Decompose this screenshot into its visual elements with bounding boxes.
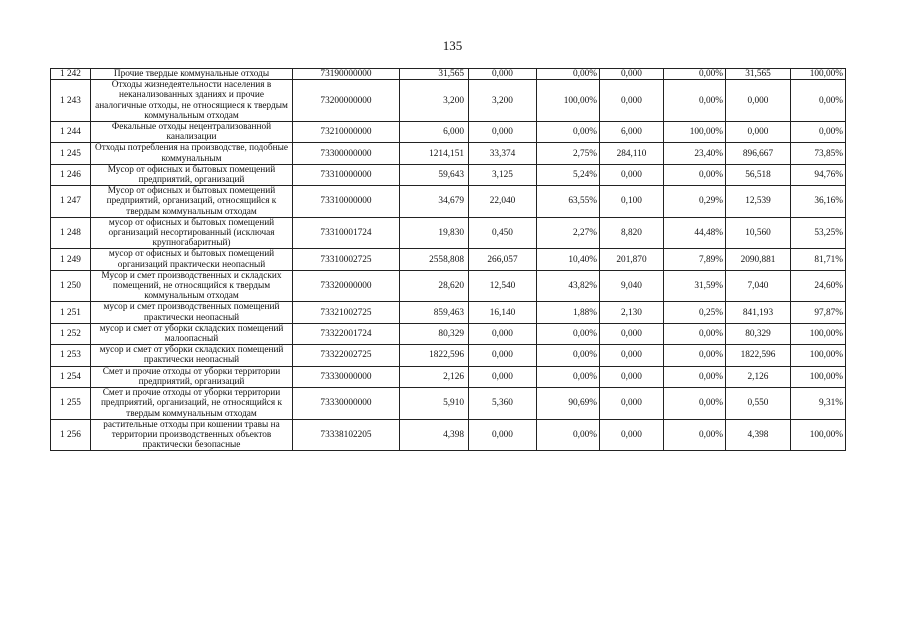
percent-2: 0,00% [537,323,600,344]
table-row [51,270,846,302]
fkko-code: 73320000000 [293,270,400,302]
amount-3: 0,100 [600,186,664,218]
row-number: 1 244 [51,122,91,143]
fkko-code: 73322001724 [293,323,400,344]
table-row [51,366,846,387]
table-row [51,122,846,143]
percent-3: 0,00% [664,323,726,344]
amount-2: 0,000 [469,419,537,451]
percent-2: 5,24% [537,164,600,185]
row-number: 1 251 [51,302,91,323]
total-amount: 4,398 [400,419,469,451]
waste-name: мусор от офисных и бытовых помещений организаций несортированный (исключая крупногабаритный) [91,217,293,249]
fkko-code: 73310000000 [293,186,400,218]
percent-3: 0,00% [664,80,726,122]
fkko-code: 73330000000 [293,388,400,420]
amount-4: 841,193 [726,302,791,323]
fkko-code: 73190000000 [293,69,400,80]
row-number: 1 250 [51,270,91,302]
percent-2: 0,00% [537,345,600,366]
amount-3: 0,000 [600,69,664,80]
table-row [51,143,846,164]
percent-3: 7,89% [664,249,726,270]
waste-name: мусор и смет производственных помещений практически неопасный [91,302,293,323]
table-row [51,323,846,344]
percent-4: 73,85% [791,143,846,164]
percent-3: 0,00% [664,366,726,387]
fkko-code: 73338102205 [293,419,400,451]
total-amount: 2558,808 [400,249,469,270]
percent-4: 0,00% [791,80,846,122]
amount-4: 2,126 [726,366,791,387]
table-row [51,80,846,122]
amount-4: 56,518 [726,164,791,185]
amount-2: 266,057 [469,249,537,270]
total-amount: 31,565 [400,69,469,80]
total-amount: 859,463 [400,302,469,323]
percent-4: 0,00% [791,122,846,143]
amount-3: 0,000 [600,80,664,122]
amount-2: 22,040 [469,186,537,218]
percent-4: 100,00% [791,366,846,387]
table-row [51,164,846,185]
total-amount: 1822,596 [400,345,469,366]
amount-2: 0,000 [469,345,537,366]
amount-4: 0,550 [726,388,791,420]
total-amount: 59,643 [400,164,469,185]
waste-name: Смет и прочие отходы от уборки территории предприятий, организаций, не относящийся к твердым коммунальным отходам [91,388,293,420]
amount-4: 896,667 [726,143,791,164]
waste-name: Отходы потребления на производстве, подобные коммунальным [91,143,293,164]
waste-name: Фекальные отходы нецентрализованной канализации [91,122,293,143]
amount-3: 0,000 [600,419,664,451]
percent-4: 53,25% [791,217,846,249]
total-amount: 2,126 [400,366,469,387]
waste-name: Смет и прочие отходы от уборки территории предприятий, организаций [91,366,293,387]
row-number: 1 256 [51,419,91,451]
row-number: 1 252 [51,323,91,344]
amount-2: 16,140 [469,302,537,323]
waste-name: мусор и смет от уборки складских помещений малоопасный [91,323,293,344]
amount-4: 4,398 [726,419,791,451]
percent-2: 2,75% [537,143,600,164]
amount-4: 10,560 [726,217,791,249]
amount-2: 0,000 [469,366,537,387]
total-amount: 28,620 [400,270,469,302]
percent-4: 100,00% [791,323,846,344]
percent-4: 100,00% [791,69,846,80]
waste-table [50,68,846,451]
percent-2: 43,82% [537,270,600,302]
percent-2: 63,55% [537,186,600,218]
total-amount: 34,679 [400,186,469,218]
percent-3: 44,48% [664,217,726,249]
amount-3: 2,130 [600,302,664,323]
page-number: 135 [442,38,463,53]
fkko-code: 73322002725 [293,345,400,366]
total-amount: 3,200 [400,80,469,122]
fkko-code: 73310002725 [293,249,400,270]
percent-3: 0,00% [664,69,726,80]
row-number: 1 253 [51,345,91,366]
fkko-code: 73310000000 [293,164,400,185]
percent-3: 23,40% [664,143,726,164]
table-row [51,419,846,451]
amount-2: 12,540 [469,270,537,302]
total-amount: 19,830 [400,217,469,249]
amount-3: 6,000 [600,122,664,143]
percent-3: 0,00% [664,388,726,420]
waste-name: мусор и смет от уборки складских помещений практически неопасный [91,345,293,366]
percent-3: 0,00% [664,419,726,451]
amount-3: 0,000 [600,345,664,366]
waste-name: мусор от офисных и бытовых помещений организаций практически неопасный [91,249,293,270]
total-amount: 5,910 [400,388,469,420]
amount-4: 12,539 [726,186,791,218]
percent-2: 10,40% [537,249,600,270]
amount-2: 0,000 [469,69,537,80]
row-number: 1 243 [51,80,91,122]
row-number: 1 247 [51,186,91,218]
amount-4: 2090,881 [726,249,791,270]
percent-2: 1,88% [537,302,600,323]
amount-4: 31,565 [726,69,791,80]
fkko-code: 73330000000 [293,366,400,387]
percent-2: 2,27% [537,217,600,249]
amount-4: 0,000 [726,122,791,143]
amount-2: 3,200 [469,80,537,122]
table-row [51,186,846,218]
row-number: 1 255 [51,388,91,420]
amount-2: 0,000 [469,122,537,143]
row-number: 1 246 [51,164,91,185]
amount-4: 80,329 [726,323,791,344]
fkko-code: 73300000000 [293,143,400,164]
waste-name: Мусор от офисных и бытовых помещений предприятий, организаций, относящийся к твердым коммунальным отходам [91,186,293,218]
percent-3: 0,00% [664,345,726,366]
percent-4: 24,60% [791,270,846,302]
amount-4: 1822,596 [726,345,791,366]
percent-2: 100,00% [537,80,600,122]
percent-4: 81,71% [791,249,846,270]
amount-4: 7,040 [726,270,791,302]
percent-4: 97,87% [791,302,846,323]
waste-name: Мусор и смет производственных и складских помещений, не относящийся к твердым коммунальным отходам [91,270,293,302]
fkko-code: 73321002725 [293,302,400,323]
fkko-code: 73210000000 [293,122,400,143]
row-number: 1 242 [51,69,91,80]
table-row [51,345,846,366]
percent-4: 100,00% [791,419,846,451]
table-row [51,302,846,323]
amount-2: 3,125 [469,164,537,185]
amount-3: 201,870 [600,249,664,270]
percent-3: 31,59% [664,270,726,302]
amount-3: 0,000 [600,388,664,420]
row-number: 1 245 [51,143,91,164]
waste-name: Прочие твердые коммунальные отходы [91,69,293,80]
percent-3: 100,00% [664,122,726,143]
amount-4: 0,000 [726,80,791,122]
table-row [51,249,846,270]
amount-3: 8,820 [600,217,664,249]
table-row [51,388,846,420]
waste-name: растительные отходы при кошении травы на территории производственных объектов практически безопасные [91,419,293,451]
percent-4: 94,76% [791,164,846,185]
percent-2: 90,69% [537,388,600,420]
percent-2: 0,00% [537,419,600,451]
row-number: 1 248 [51,217,91,249]
table-row [51,69,846,80]
amount-3: 284,110 [600,143,664,164]
total-amount: 1214,151 [400,143,469,164]
amount-3: 0,000 [600,366,664,387]
table-body [51,69,846,451]
amount-3: 9,040 [600,270,664,302]
total-amount: 80,329 [400,323,469,344]
percent-3: 0,00% [664,164,726,185]
percent-3: 0,25% [664,302,726,323]
percent-4: 100,00% [791,345,846,366]
table-row [51,217,846,249]
amount-2: 33,374 [469,143,537,164]
fkko-code: 73200000000 [293,80,400,122]
fkko-code: 73310001724 [293,217,400,249]
waste-name: Отходы жизнедеятельности населения в неканализованных зданиях и прочие аналогичные отходы, не относящиеся к твердым коммунальным отходам [91,80,293,122]
amount-2: 0,450 [469,217,537,249]
amount-3: 0,000 [600,164,664,185]
percent-4: 36,16% [791,186,846,218]
amount-2: 0,000 [469,323,537,344]
total-amount: 6,000 [400,122,469,143]
percent-4: 9,31% [791,388,846,420]
percent-3: 0,29% [664,186,726,218]
percent-2: 0,00% [537,122,600,143]
row-number: 1 249 [51,249,91,270]
amount-2: 5,360 [469,388,537,420]
percent-2: 0,00% [537,69,600,80]
row-number: 1 254 [51,366,91,387]
waste-name: Мусор от офисных и бытовых помещений предприятий, организаций [91,164,293,185]
amount-3: 0,000 [600,323,664,344]
percent-2: 0,00% [537,366,600,387]
